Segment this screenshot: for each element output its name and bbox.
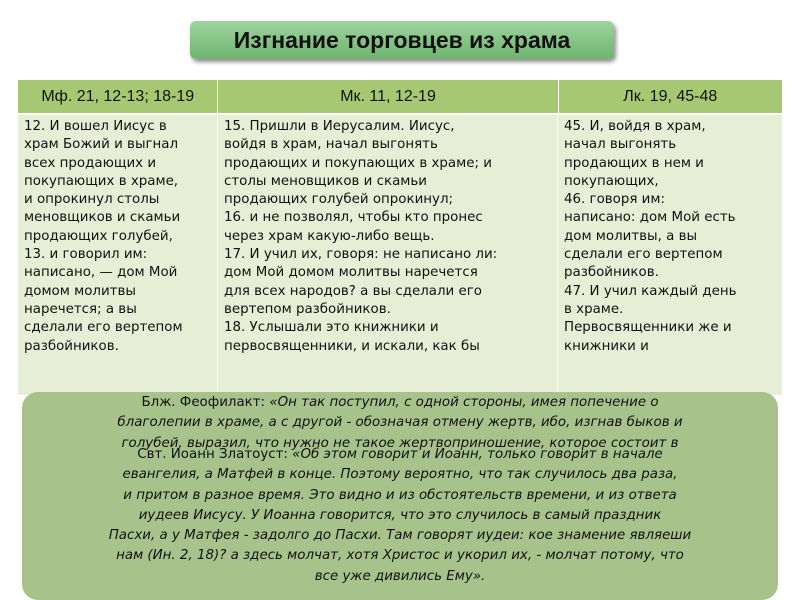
slide-title-text: Изгнание торговцев из храма: [233, 26, 571, 53]
cell-matthew: [18, 115, 218, 395]
cell-line: Первосвященники же и: [564, 320, 732, 336]
cell-line: наречется; а вы: [24, 301, 137, 317]
quote-text: «Об этом говорит и Иоанн, только говорит в начале: [287, 447, 663, 462]
quote-text: «Он так поступил, с одной стороны, имея попечение о: [265, 395, 659, 410]
cell-line: 13. и говорил им:: [24, 247, 148, 263]
quote-author: Свт. Иоанн Златоуст:: [137, 447, 288, 462]
cell-line: сделали его вертепом: [24, 320, 183, 336]
quote-line: и притом в разное время. Это видно и из обстоятельств времени, и из ответа: [123, 487, 677, 503]
cell-line: меновщиков и скамьи: [24, 210, 181, 226]
cell-line: написано, — дом Мой: [24, 265, 178, 281]
cell-line: первосвященники, и искали, как бы: [224, 338, 480, 354]
cell-line: продающих в нем и: [564, 155, 704, 171]
cell-line: 16. и не позволял, чтобы кто пронес: [224, 210, 483, 226]
cell-line: продающих и покупающих в храме; и: [224, 155, 492, 171]
quote-line: евангелия, а Матфей в конце. Поэтому вероятно, что так случилось два раза,: [122, 467, 678, 483]
header-luke: Лк. 19, 45-48: [623, 87, 718, 105]
commentary-box: [22, 392, 778, 600]
quote-line: Пасхи, а у Матфея - задолго до Пасхи. Там говорят иудеи: кое знамение являеши: [108, 528, 692, 544]
cell-line: 46. говоря им:: [564, 192, 665, 208]
cell-line: столы меновщиков и скамьи: [224, 173, 427, 189]
cell-line: 47. И учил каждый день: [564, 283, 737, 299]
quote-line: благолепии в храме, а с другой - обозначая отмену жертв, ибо, изгнав быков и: [117, 415, 683, 431]
quote-line: голубей, выразил, что нужно не такое жертвоприношение, которое состоит в: [121, 435, 679, 451]
cell-line: домом молитвы: [24, 283, 136, 299]
quote-author: Блж. Феофилакт:: [141, 395, 266, 410]
cell-line: дом Мой домом молитвы наречется: [224, 265, 478, 281]
cell-line: и опрокинул столы: [24, 192, 160, 208]
cell-line: всех продающих и: [24, 155, 157, 171]
cell-line: продающих голубей,: [24, 228, 173, 244]
cell-line: написано: дом Мой есть: [564, 210, 736, 226]
quote-line: нам (Ин. 2, 18)? а здесь молчат, хотя Христос и укорил их, - молчат потому, что: [116, 548, 684, 564]
cell-line: начал выгонять: [564, 137, 677, 153]
quote-line: все уже дивились Ему».: [314, 568, 486, 584]
cell-line: через храм какую-либо вещь.: [224, 228, 435, 244]
quote-chrysostom: [22, 445, 778, 587]
table-header-row: [18, 80, 782, 113]
header-matthew: Мф. 21, 12-13; 18-19: [18, 80, 218, 113]
cell-line: 18. Услышали это книжники и: [224, 320, 439, 336]
slide-title: [190, 21, 614, 59]
gospel-comparison-table: [18, 80, 782, 395]
quote-line: [22, 445, 778, 465]
cell-line: 12. И вошел Иисус в: [24, 119, 167, 134]
cell-line: в храме.: [564, 301, 624, 317]
cell-line: покупающих,: [564, 173, 659, 189]
cell-line: продающих голубей опрокинул;: [224, 192, 454, 208]
cell-line: дом молитвы, а вы: [564, 228, 698, 244]
cell-line: для всех народов? а вы сделали его: [224, 283, 482, 299]
cell-line: вертепом разбойников.: [224, 301, 391, 317]
quote-line: иудеев Иисусу. У Иоанна говорится, что это случилось в самый праздник: [138, 507, 662, 523]
cell-line: книжники и: [564, 338, 649, 354]
cell-luke: [558, 115, 782, 395]
cell-line: храм Божий и выгнал: [24, 137, 179, 153]
cell-mark: [218, 115, 558, 395]
header-mark: Мк. 11, 12-19: [218, 80, 558, 113]
cell-line: покупающих в храме,: [24, 173, 179, 189]
cell-line: 15. Пришли в Иерусалим. Иисус,: [224, 119, 455, 134]
cell-line: сделали его вертепом: [564, 247, 723, 263]
cell-line: 17. И учил их, говоря: не написано ли:: [224, 247, 498, 263]
cell-line: войдя в храм, начал выгонять: [224, 137, 438, 153]
cell-line: разбойников.: [24, 338, 119, 354]
cell-line: разбойников.: [564, 265, 659, 281]
table-body-row: [18, 113, 782, 395]
quote-line: [22, 393, 778, 413]
cell-line: 45. И, войдя в храм,: [564, 119, 706, 134]
